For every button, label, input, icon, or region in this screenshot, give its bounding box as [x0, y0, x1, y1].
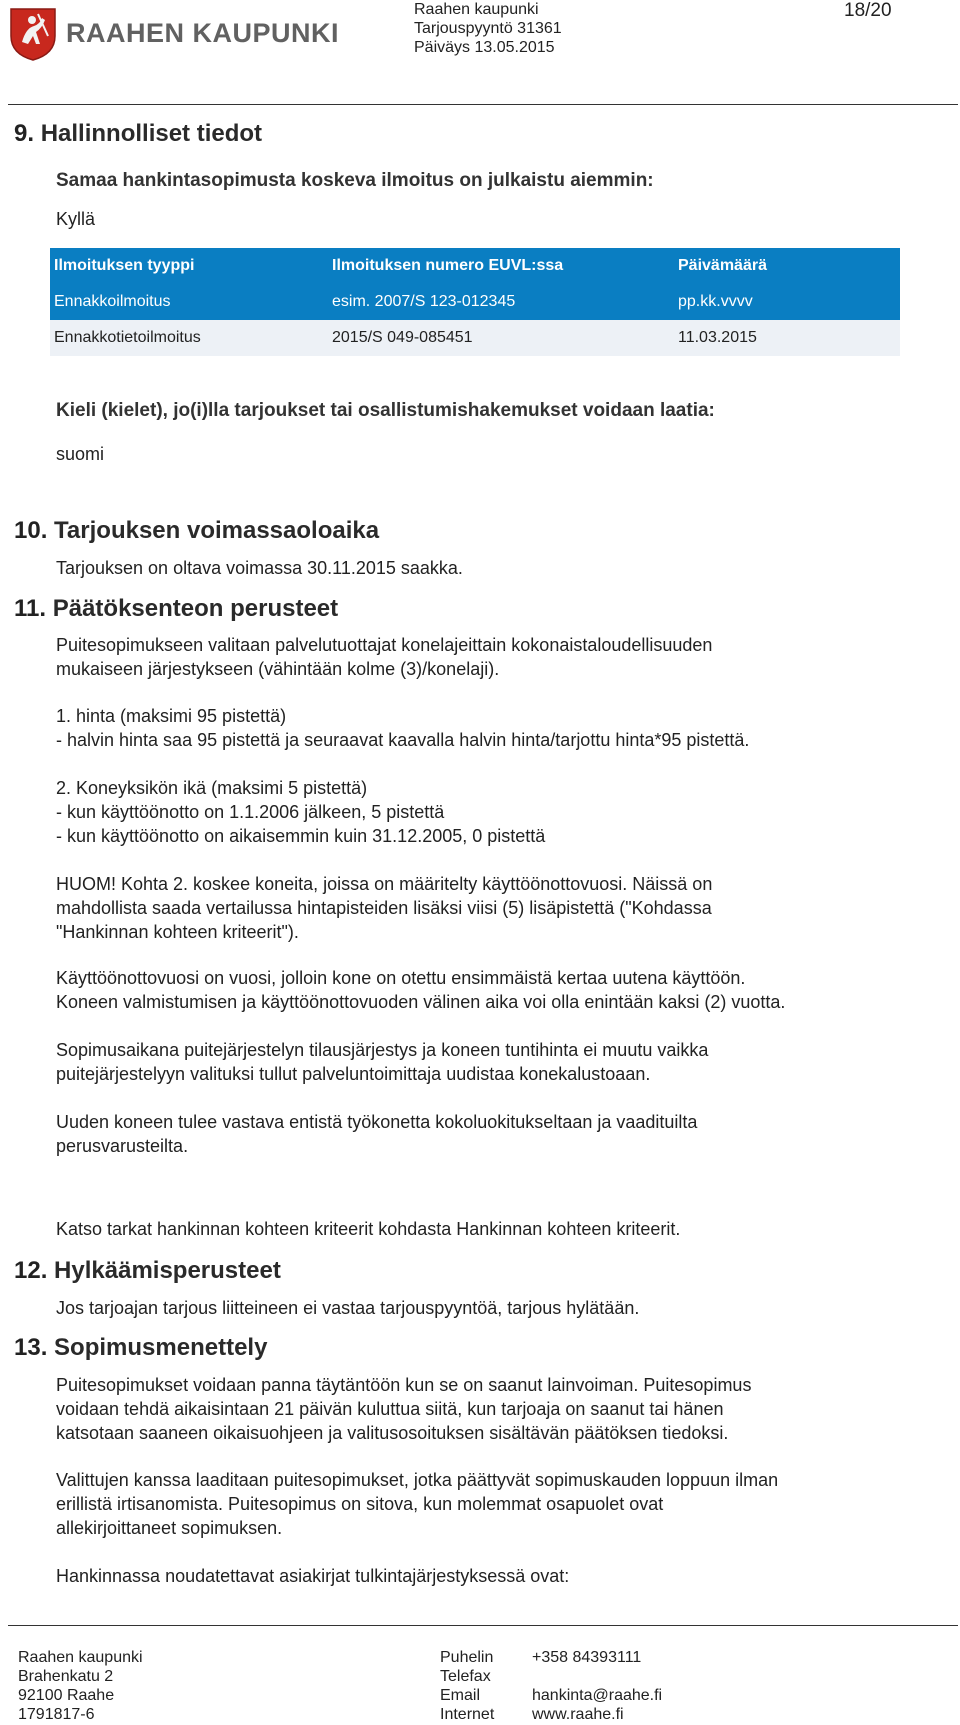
table-header-row	[50, 248, 900, 284]
prior-notice-heading: Samaa hankintasopimusta koskeva ilmoitus on julkaistu aiemmin:	[56, 170, 654, 191]
text-line: katsotaan saaneen oikaisuohjeen ja valitusosoituksen sisältävän päätöksen tiedoksi.	[56, 1423, 729, 1443]
text-line: Käyttöönottovuosi on vuosi, jolloin kone on otettu ensimmäistä kertaa uutena käyttöön.	[56, 968, 746, 988]
fax-value	[532, 1667, 662, 1686]
section-title: Päätöksenteon perusteet	[52, 595, 339, 622]
label-email: Email	[440, 1687, 481, 1704]
table-header-cell: Päivämäärä	[678, 248, 900, 284]
table-cell: Ennakkotietoilmoitus	[50, 320, 332, 356]
footer-street: Brahenkatu 2	[18, 1668, 114, 1685]
text-line: Valittujen kanssa laaditaan puitesopimukset, jotka päättyvät sopimuskauden loppuun ilman	[56, 1470, 779, 1490]
text-line: Uuden koneen tulee vastava entistä työkonetta kokoluokitukseltaan ja vaadituilta	[56, 1112, 698, 1132]
text-line: - kun käyttöönotto on 1.1.2006 jälkeen, 5 pistettä	[56, 802, 445, 822]
section-title: Sopimusmenettely	[54, 1334, 268, 1361]
new-machine-paragraph	[56, 1110, 697, 1158]
criteria-reference: Katso tarkat hankinnan kohteen kriteerit kohdasta Hankinnan kohteen kriteerit.	[56, 1219, 681, 1239]
table-header-cell: Ilmoituksen numero EUVL:ssa	[332, 248, 678, 284]
footer-postal: 92100 Raahe	[18, 1687, 115, 1704]
text-line: 2. Koneyksikön ikä (maksimi 5 pistettä)	[56, 778, 368, 798]
text-line: HUOM! Kohta 2. koskee koneita, joissa on määritelty käyttöönottovuosi. Näissä on	[56, 874, 713, 894]
text-line: mukaiseen järjestykseen (vähintään kolme (3)/konelaji).	[56, 659, 500, 679]
section-number: 13.	[14, 1334, 48, 1361]
section-title: Tarjouksen voimassaoloaika	[54, 517, 380, 544]
label-internet: Internet	[440, 1706, 495, 1723]
text-line: 1. hinta (maksimi 95 pistettä)	[56, 706, 287, 726]
validity-text: Tarjouksen on oltava voimassa 30.11.2015 saakka.	[56, 558, 463, 578]
section-number: 10.	[14, 517, 48, 544]
email-link[interactable]: hankinta@raahe.fi	[532, 1687, 663, 1704]
section-13-heading	[14, 1334, 267, 1362]
text-line: - kun käyttöönotto on aikaisemmin kuin 31.12.2005, 0 pistettä	[56, 826, 546, 846]
language-value: suomi	[56, 444, 105, 464]
notice-table	[50, 248, 900, 356]
table-cell: 2015/S 049-085451	[332, 320, 678, 356]
section-title: Hylkäämisperusteet	[54, 1257, 281, 1284]
age-criterion	[56, 776, 545, 848]
section-title: Hallinnolliset tiedot	[40, 120, 263, 147]
text-line: Puitesopimukset voidaan panna täytäntöön kun se on saanut lainvoiman. Puitesopimus	[56, 1375, 752, 1395]
section-number: 11.	[14, 595, 47, 622]
text-line: Sopimusaikana puitejärjestelyn tilausjärjestys ja koneen tuntihinta ei muutu vaikka	[56, 1040, 709, 1060]
footer-org: Raahen kaupunki	[18, 1649, 143, 1666]
text-line: voidaan tehdä aikaisintaan 21 päivän kuluttua siitä, kun tarjoaja on saanut tai hänen	[56, 1399, 724, 1419]
meta-date: Päiväys 13.05.2015	[414, 39, 555, 56]
section-9-heading	[14, 120, 262, 148]
footer-divider	[8, 1625, 958, 1626]
coat-of-arms-logo	[8, 6, 58, 62]
label-phone: Puhelin	[440, 1649, 494, 1666]
section-number: 9.	[14, 120, 35, 147]
text-line: "Hankinnan kohteen kriteerit").	[56, 922, 299, 942]
text-line: puitejärjestelyyn valituksi tullut palveluntoimittaja uudistaa konekalustoaan.	[56, 1064, 651, 1084]
brand-name: RAAHEN KAUPUNKI	[66, 18, 340, 48]
rejection-text: Jos tarjoajan tarjous liitteineen ei vastaa tarjouspyyntöä, tarjous hylätään.	[56, 1298, 640, 1318]
text-line: - halvin hinta saa 95 pistettä ja seuraavat kaavalla halvin hinta/tarjottu hinta*95 pistettä.	[56, 730, 750, 750]
commissioning-paragraph	[56, 966, 785, 1014]
page-number: 18/20	[844, 0, 892, 21]
section-12-heading	[14, 1257, 281, 1285]
section-number: 12.	[14, 1257, 48, 1284]
meta-request-id: Tarjouspyyntö 31361	[414, 20, 562, 37]
criteria-paragraph	[56, 633, 712, 681]
section-11-heading	[14, 595, 338, 623]
text-line: erillistä irtisanomista. Puitesopimus on sitova, kun molemmat osapuolet ovat	[56, 1494, 664, 1514]
text-line: Puitesopimukseen valitaan palvelutuottajat konelajeittain kokonaistaloudellisuuden	[56, 635, 713, 655]
table-header-cell: Ilmoituksen tyyppi	[50, 248, 332, 284]
text-line: Koneen valmistumisen ja käyttöönottovuoden välinen aika voi olla enintään kaksi (2) vuotta.	[56, 992, 786, 1012]
text-line: mahdollista saada vertailussa hintapisteiden lisäksi viisi (5) lisäpistettä ("Kohdassa	[56, 898, 712, 918]
note-paragraph	[56, 872, 712, 944]
footer-address	[18, 1648, 143, 1724]
table-row	[50, 284, 900, 320]
meta-organization: Raahen kaupunki	[414, 1, 539, 18]
text-line: allekirjoittaneet sopimuksen.	[56, 1518, 283, 1538]
label-fax: Telefax	[440, 1668, 491, 1685]
framework-agreement-paragraph	[56, 1468, 778, 1540]
table-cell: esim. 2007/S 123-012345	[332, 284, 678, 320]
documents-order-text: Hankinnassa noudatettavat asiakirjat tulkintajärjestyksessä ovat:	[56, 1566, 570, 1586]
table-cell: 11.03.2015	[678, 320, 900, 356]
footer-contact-labels	[440, 1648, 494, 1724]
prior-notice-answer: Kyllä	[56, 209, 96, 229]
text-line: perusvarusteilta.	[56, 1136, 189, 1156]
website-link[interactable]: www.raahe.fi	[532, 1706, 624, 1723]
language-heading: Kieli (kielet), jo(i)lla tarjoukset tai osallistumishakemukset voidaan laatia:	[56, 400, 715, 421]
footer-contact-values	[532, 1648, 662, 1724]
footer-business-id: 1791817-6	[18, 1706, 95, 1723]
header-divider	[8, 104, 958, 105]
document-meta	[414, 0, 562, 57]
contract-period-paragraph	[56, 1038, 708, 1086]
price-criterion	[56, 704, 749, 752]
section-10-heading	[14, 517, 379, 545]
table-row	[50, 320, 900, 356]
phone-value: +358 84393111	[532, 1649, 642, 1666]
table-cell: pp.kk.vvvv	[678, 284, 900, 320]
contract-enforcement-paragraph	[56, 1373, 751, 1445]
table-cell: Ennakkoilmoitus	[50, 284, 332, 320]
